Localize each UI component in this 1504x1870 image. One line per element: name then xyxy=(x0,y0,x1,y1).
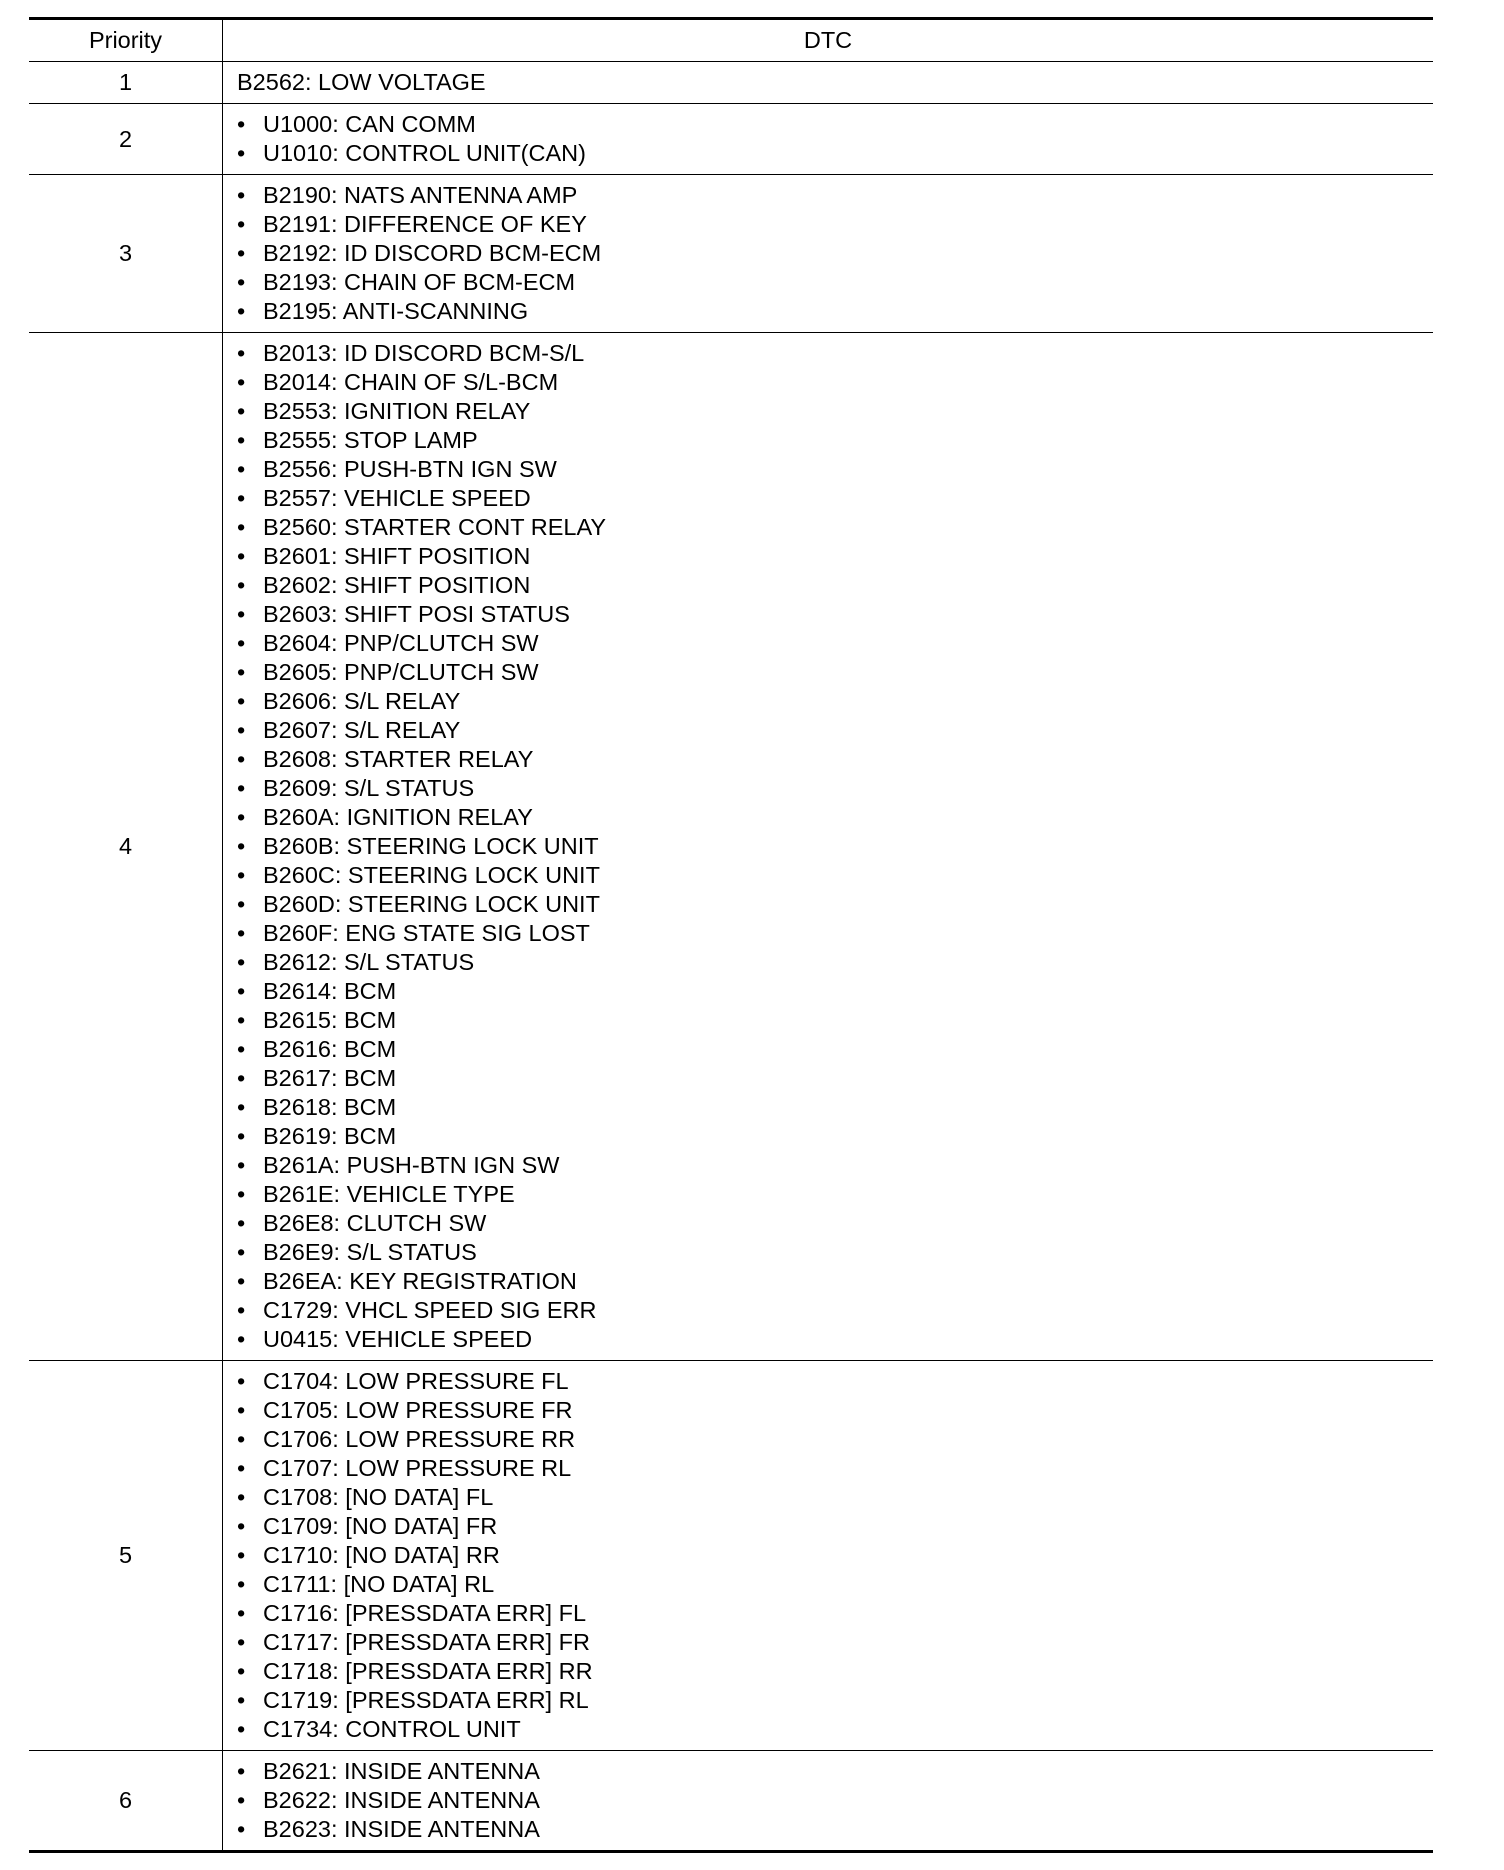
dtc-list xyxy=(237,1757,1433,1844)
dtc-list-item: • B2014: CHAIN OF S/L-BCM xyxy=(237,368,1433,397)
dtc-cell xyxy=(223,175,1434,333)
dtc-list-item: • C1706: LOW PRESSURE RR xyxy=(237,1425,1433,1454)
dtc-list-item: • B2605: PNP/CLUTCH SW xyxy=(237,658,1433,687)
dtc-list-item: • B260F: ENG STATE SIG LOST xyxy=(237,919,1433,948)
dtc-list-item: • C1709: [NO DATA] FR xyxy=(237,1512,1433,1541)
priority-cell: 1 xyxy=(29,62,223,104)
dtc-cell xyxy=(223,1361,1434,1751)
dtc-list xyxy=(237,339,1433,1354)
dtc-list-item: • B2553: IGNITION RELAY xyxy=(237,397,1433,426)
dtc-list-item: • U0415: VEHICLE SPEED xyxy=(237,1325,1433,1354)
dtc-list-item: • B2615: BCM xyxy=(237,1006,1433,1035)
dtc-list-item: • B260B: STEERING LOCK UNIT xyxy=(237,832,1433,861)
dtc-list-item: • B2603: SHIFT POSI STATUS xyxy=(237,600,1433,629)
dtc-list-item: • B2601: SHIFT POSITION xyxy=(237,542,1433,571)
table-row xyxy=(29,62,1433,104)
dtc-cell: B2562: LOW VOLTAGE xyxy=(223,62,1434,104)
dtc-list-item: • B2614: BCM xyxy=(237,977,1433,1006)
dtc-cell xyxy=(223,333,1434,1361)
priority-cell: 4 xyxy=(29,333,223,1361)
table-row xyxy=(29,104,1433,175)
dtc-list-item: • B2195: ANTI-SCANNING xyxy=(237,297,1433,326)
table-header xyxy=(29,19,1433,62)
dtc-cell xyxy=(223,104,1434,175)
dtc-list-item: • U1010: CONTROL UNIT(CAN) xyxy=(237,139,1433,168)
dtc-list-item: • B261E: VEHICLE TYPE xyxy=(237,1180,1433,1209)
dtc-list-item: • B26E8: CLUTCH SW xyxy=(237,1209,1433,1238)
dtc-list-item: • B2606: S/L RELAY xyxy=(237,687,1433,716)
priority-cell: 2 xyxy=(29,104,223,175)
dtc-list-item: • C1705: LOW PRESSURE FR xyxy=(237,1396,1433,1425)
dtc-list-item: • B26E9: S/L STATUS xyxy=(237,1238,1433,1267)
dtc-list-item: • B2555: STOP LAMP xyxy=(237,426,1433,455)
dtc-list-item: • B2013: ID DISCORD BCM-S/L xyxy=(237,339,1433,368)
table-row xyxy=(29,1361,1433,1751)
dtc-list-item: • B2556: PUSH-BTN IGN SW xyxy=(237,455,1433,484)
header-row xyxy=(29,19,1433,62)
table-row xyxy=(29,1751,1433,1852)
dtc-list-item: • B2560: STARTER CONT RELAY xyxy=(237,513,1433,542)
dtc-list-item: • B2604: PNP/CLUTCH SW xyxy=(237,629,1433,658)
dtc-list-item: • C1718: [PRESSDATA ERR] RR xyxy=(237,1657,1433,1686)
dtc-list-item: • C1734: CONTROL UNIT xyxy=(237,1715,1433,1744)
dtc-list-item: • B2623: INSIDE ANTENNA xyxy=(237,1815,1433,1844)
dtc-list-item: • C1708: [NO DATA] FL xyxy=(237,1483,1433,1512)
dtc-list-item: • C1704: LOW PRESSURE FL xyxy=(237,1367,1433,1396)
priority-cell: 3 xyxy=(29,175,223,333)
dtc-list-item: • B2612: S/L STATUS xyxy=(237,948,1433,977)
dtc-list-item: • B2608: STARTER RELAY xyxy=(237,745,1433,774)
table-row xyxy=(29,175,1433,333)
dtc-list xyxy=(237,181,1433,326)
dtc-list-item: • B2191: DIFFERENCE OF KEY xyxy=(237,210,1433,239)
dtc-list-item: • B261A: PUSH-BTN IGN SW xyxy=(237,1151,1433,1180)
dtc-list-item: • B2193: CHAIN OF BCM-ECM xyxy=(237,268,1433,297)
dtc-list-item: • B2618: BCM xyxy=(237,1093,1433,1122)
dtc-list-item: • C1711: [NO DATA] RL xyxy=(237,1570,1433,1599)
dtc-list-item: • B2616: BCM xyxy=(237,1035,1433,1064)
dtc-list-item: • C1716: [PRESSDATA ERR] FL xyxy=(237,1599,1433,1628)
dtc-list-item: • C1719: [PRESSDATA ERR] RL xyxy=(237,1686,1433,1715)
table-row xyxy=(29,333,1433,1361)
dtc-list-item: • C1710: [NO DATA] RR xyxy=(237,1541,1433,1570)
dtc-list-item: • B2609: S/L STATUS xyxy=(237,774,1433,803)
priority-column-header: Priority xyxy=(29,19,223,62)
dtc-list-item: • B2190: NATS ANTENNA AMP xyxy=(237,181,1433,210)
dtc-cell xyxy=(223,1751,1434,1852)
dtc-list-item: • B2617: BCM xyxy=(237,1064,1433,1093)
dtc-list-item: • B260D: STEERING LOCK UNIT xyxy=(237,890,1433,919)
dtc-list-item: • B2602: SHIFT POSITION xyxy=(237,571,1433,600)
dtc-priority-table xyxy=(29,17,1433,1853)
dtc-list-item: • B26EA: KEY REGISTRATION xyxy=(237,1267,1433,1296)
dtc-list-item: • B2192: ID DISCORD BCM-ECM xyxy=(237,239,1433,268)
dtc-list-item: • B2621: INSIDE ANTENNA xyxy=(237,1757,1433,1786)
dtc-list-item: • B260C: STEERING LOCK UNIT xyxy=(237,861,1433,890)
dtc-list-item: • C1729: VHCL SPEED SIG ERR xyxy=(237,1296,1433,1325)
priority-cell: 6 xyxy=(29,1751,223,1852)
dtc-list-item: • B2622: INSIDE ANTENNA xyxy=(237,1786,1433,1815)
dtc-list-item: • C1717: [PRESSDATA ERR] FR xyxy=(237,1628,1433,1657)
dtc-list-item: • B260A: IGNITION RELAY xyxy=(237,803,1433,832)
dtc-list xyxy=(237,110,1433,168)
dtc-list-item: • C1707: LOW PRESSURE RL xyxy=(237,1454,1433,1483)
dtc-list xyxy=(237,1367,1433,1744)
priority-cell: 5 xyxy=(29,1361,223,1751)
dtc-column-header: DTC xyxy=(223,19,1434,62)
table-body xyxy=(29,62,1433,1852)
dtc-list-item: • B2607: S/L RELAY xyxy=(237,716,1433,745)
dtc-list-item: • U1000: CAN COMM xyxy=(237,110,1433,139)
dtc-list-item: • B2619: BCM xyxy=(237,1122,1433,1151)
dtc-list-item: • B2557: VEHICLE SPEED xyxy=(237,484,1433,513)
